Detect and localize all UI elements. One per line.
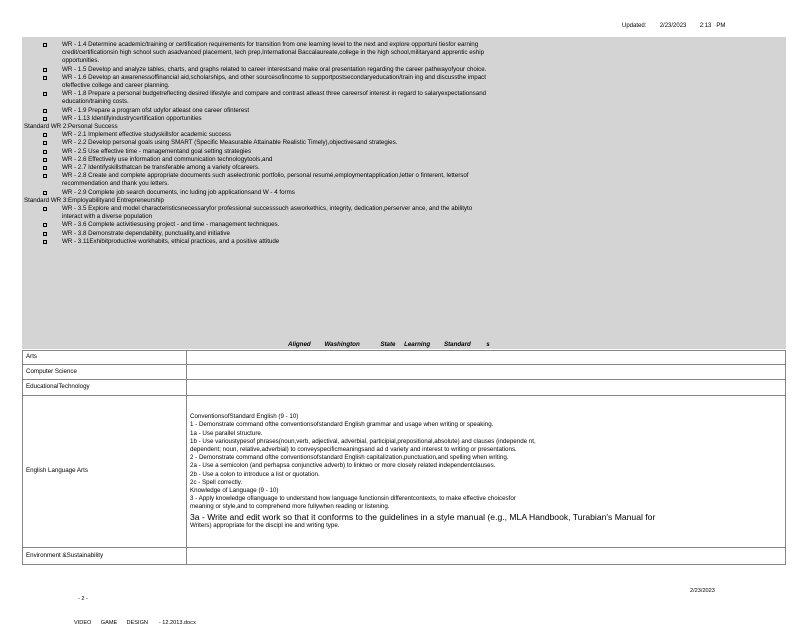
bullet-icon	[43, 158, 47, 162]
english-standard-line: ConventionsofStandard English (9 - 10)	[190, 413, 299, 421]
subject-label: Computer Science	[23, 365, 187, 380]
standard-line: WR - 2.5 Use effective time - managementand goal setting strategies	[62, 147, 252, 155]
document-filename: VIDEO GAME DESIGN - 12.2013.docx	[74, 620, 196, 626]
footer-left	[74, 579, 196, 635]
subject-label: English Language Arts	[23, 396, 187, 548]
standard-line: WR - 2.2 Develop personal goals using SMART (Specific Measurable Attainable Realistic Timely),objectivesand strategies.	[62, 139, 398, 147]
standard-line: WR - 1.9 Prepare a program ofst udyfor atleast one career ofinterest	[62, 106, 250, 114]
standard-heading: Standard WR 2:Personal Success	[24, 123, 118, 130]
bullet-icon	[43, 191, 47, 195]
standard-line: WR - 1.5 Develop and analyze tables, charts, and graphs related to career interestsand make oral presentation regarding the career pathwayofyour choice.	[62, 65, 487, 73]
english-standard-line: Knowledge of Language (9 - 10)	[190, 487, 279, 494]
bullet-icon	[43, 174, 47, 178]
table-row-educational-technology	[23, 380, 786, 396]
standard-line: WR - 2.7 Identifyskillsthatcan be transferable among a variety ofcareers.	[62, 164, 260, 171]
standard-line: WR - 3.11Exhibitproductive workhabits, ethical practices, and a positive attitude	[62, 237, 280, 245]
table-row-english-language-arts	[23, 396, 786, 548]
english-standard-line: 3a - Write and edit work so that it conforms to the guidelines in a style manual (e.g., MLA Handbook, Turabian's Manual for	[190, 511, 656, 522]
bullet-icon	[43, 43, 47, 47]
bullet-icon	[43, 223, 47, 227]
bullet-icon	[43, 117, 47, 121]
english-standard-line: 1 - Demonstrate command ofthe conventionsofstandard English grammar and usage when writing or speaking.	[190, 421, 494, 429]
standard-heading: Standard WR 3:Employabilityand Entrepreneurship	[24, 196, 164, 204]
standard-line: interact with a diverse population	[62, 213, 153, 221]
subject-label: EducationalTechnology	[23, 380, 187, 396]
bullet-icon	[43, 76, 47, 80]
standard-line: education/training costs.	[62, 98, 129, 106]
bullet-icon	[43, 207, 47, 211]
standard-line: opportunities.	[62, 57, 100, 65]
subject-content	[187, 365, 786, 380]
subject-content	[187, 380, 786, 396]
english-standard-line: 2b - Use a colon to introduce a list or quotation.	[190, 470, 320, 478]
standard-line: WR - 3.5 Explore and model characteristicsnecessaryfor professional successsuch asworkethics, integrity, dedication,perserver ance, and the abilityto	[62, 205, 473, 212]
table-row-arts	[23, 351, 786, 365]
english-standard-line: dependent; noun, relative,adverbial) to conveyspecificmeaningsand ad d variety and interest to writing or presentations.	[190, 445, 517, 453]
subject-content	[187, 548, 786, 565]
standard-line: WR - 2.1 Implement effective studyskillsfor academic success	[62, 131, 232, 139]
standard-line: WR - 1.4 Determine academic/training or certification requirements for transition from one learning level to the next and explore opportuni tiesfor earning	[62, 41, 479, 48]
standards-shaded-block	[22, 37, 786, 349]
subject-content	[187, 351, 786, 365]
bullet-icon	[43, 240, 47, 244]
standard-line: recommendation and thank you letters.	[62, 180, 169, 188]
bullet-icon	[43, 68, 47, 72]
standard-line: WR - 1.8 Prepare a personal budgetreflecting desired lifestyle and compare and contrast atleast three careersof interest in regard to salaryexpectationsand	[62, 90, 487, 98]
english-standard-line: 3 - Apply knowledge oflanguage to understand how language functionsin differentcontexts, to make effective choicesfor	[190, 495, 516, 503]
standard-line: WR - 3.6 Complete activitiesusing project - and time - management techniques.	[62, 221, 280, 229]
english-standard-line: 1a - Use parallel structure.	[190, 429, 263, 437]
standard-line: WR - 3.8 Demonstrate dependability, punctuality,and initiative	[62, 229, 230, 237]
standard-line: WR - 1.6 Develop an awarenessoffinancial aid,scholarships, and other sourcesofincome to supportpostsecondaryeducation/train ing and discussthe impact	[62, 73, 486, 81]
standard-line: credit/certificationsin high school such asadvanced placement, tech prep,International Baccalaureate,college in the high school,militaryand apprentic eship	[62, 49, 485, 57]
standards-table	[22, 350, 786, 565]
subject-label: Arts	[23, 351, 187, 365]
bullet-icon	[43, 133, 47, 137]
updated-timestamp: Updated: 2/23/2023 2:13 PM	[622, 23, 726, 29]
english-standard-line: 2a - Use a semicolon (and perhapsa conjunctive adverb) to linktwo or more closely related independentclauses.	[190, 462, 496, 470]
standard-line: WR - 2.9 Complete job search documents, inc luding job applicationsand W - 4 forms	[62, 188, 295, 196]
subject-label: Environment &Sustainability	[23, 548, 187, 565]
bullet-icon	[43, 141, 47, 145]
bullet-icon	[43, 166, 47, 170]
english-standard-line: meaning or style,and to comprehend more fullywhen reading or listening.	[190, 503, 390, 511]
bullet-icon	[43, 150, 47, 154]
bullet-icon	[43, 232, 47, 236]
standard-line: ofeffective college and career planning.	[62, 82, 170, 89]
english-standard-line: 2 - Demonstrate command ofthe conventionsofstandard English capitalization,punctuation,and spelling when writing.	[190, 454, 509, 462]
english-standard-line: Writers) appropriate for the discipl ine and writing type.	[190, 521, 340, 529]
standard-line: WR - 1.13 Identifyindustrycertification opportunities	[62, 114, 202, 122]
standard-line: WR - 2.8 Create and complete appropriate documents such aselectronic portfolio, personal resumé,employmentapplication,letter o finterent, lettersof	[62, 172, 469, 180]
standard-line: WR - 2.6 Effectively use information and communication technologytools,and	[62, 155, 273, 163]
aligned-standards-heading: Aligned Washington State Learning Standard s	[288, 341, 490, 348]
english-standard-line: 2c - Spell correctly.	[190, 478, 243, 486]
table-row-environment-sustainability	[23, 548, 786, 565]
bullet-icon	[43, 109, 47, 113]
bullet-icon	[43, 92, 47, 96]
page-number: - 2 -	[78, 596, 88, 602]
english-standards-content	[187, 396, 786, 548]
footer-date: 2/23/2023	[690, 588, 715, 594]
english-standard-line: 1b - Use varioustypesof phrases(noun,verb, adjectival, adverbial, participial,prepositional,absolute) and clauses (independe nt,	[190, 437, 536, 445]
table-row-computer-science	[23, 365, 786, 380]
